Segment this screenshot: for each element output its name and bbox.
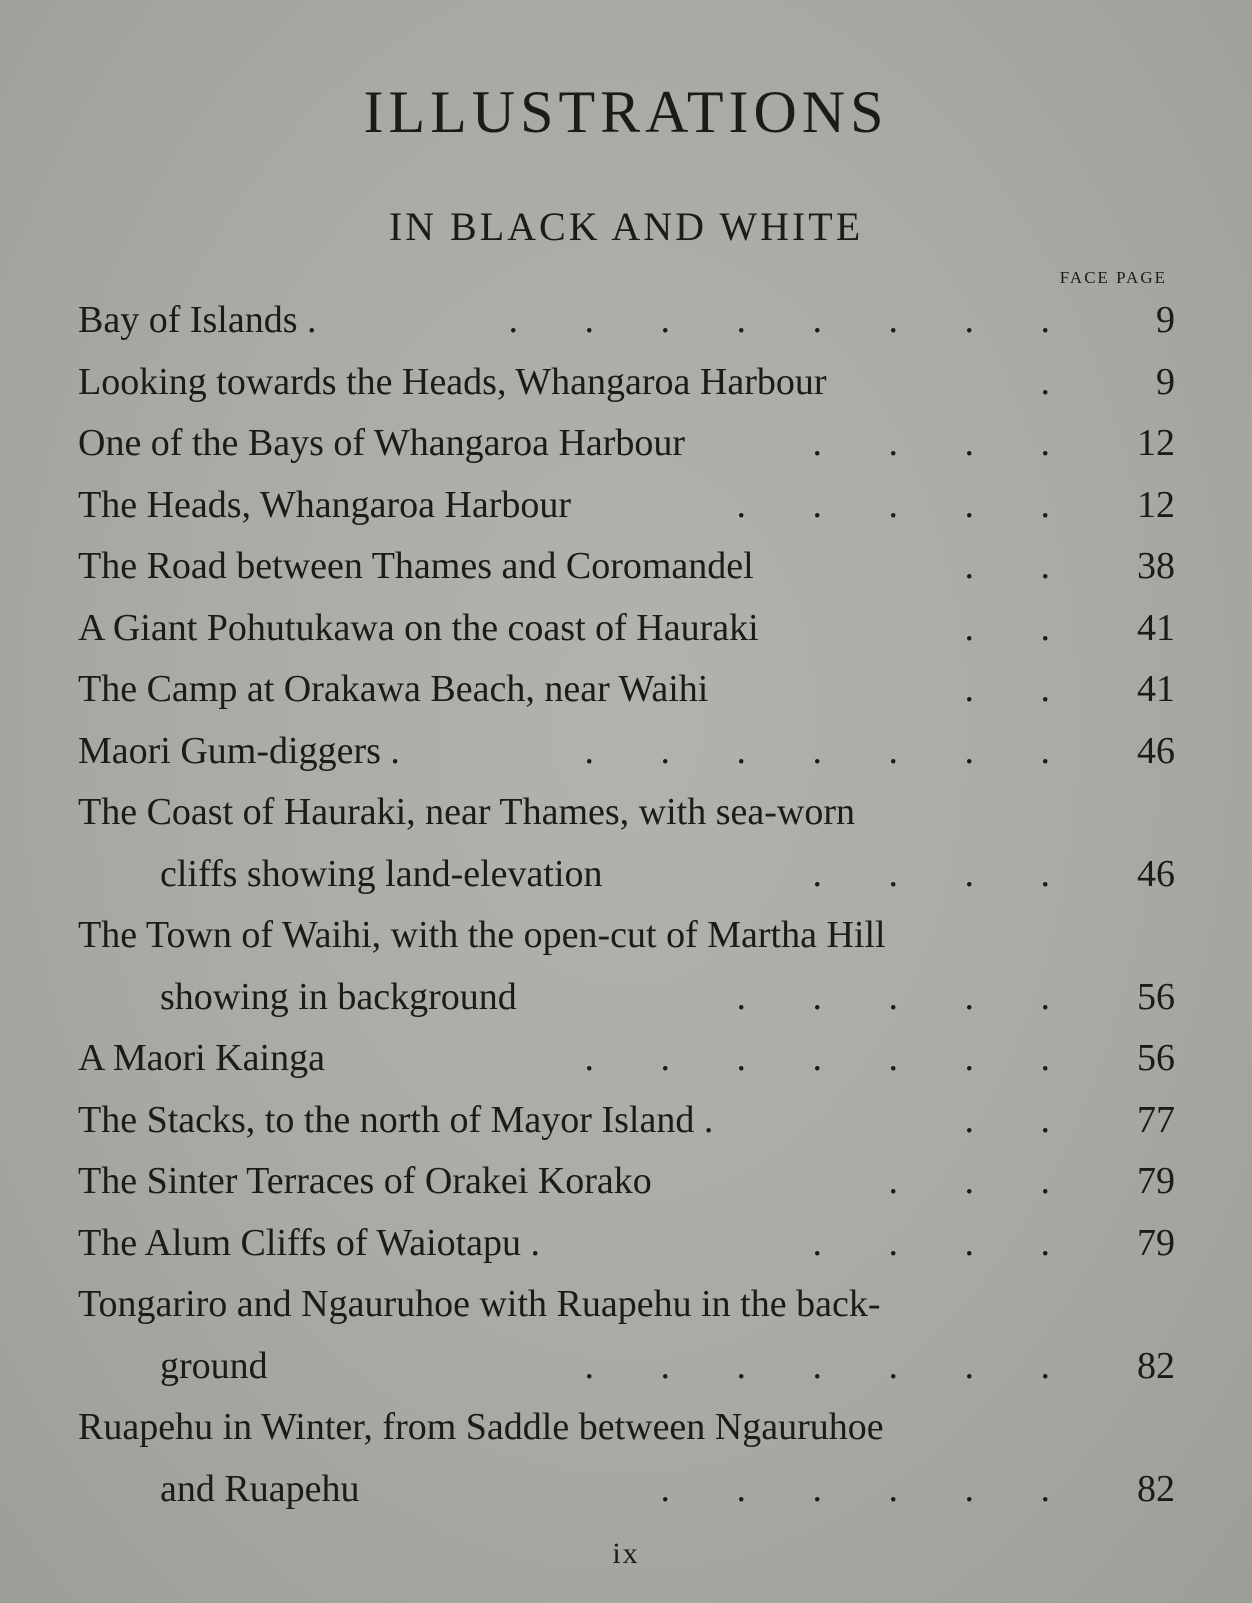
dot-leader: . . . . . . [660,1467,1050,1510]
dot-leader: . [1040,360,1050,403]
dot-leader: . . . [888,1160,1050,1202]
face-page-number: 41 [1137,606,1175,649]
illustration-entry [78,1402,1175,1452]
illustration-entry [78,1218,1175,1268]
illustration-title: The Camp at Orakawa Beach, near Waihi [78,668,709,710]
face-page-number: 38 [1137,545,1175,587]
illustration-entry [78,1095,1175,1145]
illustration-entry [78,1279,1175,1329]
dot-leader: . . . . . . . [584,729,1050,772]
face-page-number: 41 [1137,668,1175,710]
face-page-column-header: FACE PAGE [1059,268,1167,287]
face-page-number: 46 [1137,729,1175,772]
illustration-title: The Town of Waihi, with the open-cut of Martha Hill [78,914,886,956]
illustration-entry-continuation [78,1341,1175,1391]
illustration-title: Bay of Islands . [78,299,317,341]
illustration-title: The Road between Thames and Coromandel [78,545,754,587]
dot-leader: . . [964,606,1050,649]
illustration-title: Tongariro and Ngauruhoe with Ruapehu in the back- [78,1283,881,1325]
illustration-entry-continuation [78,972,1175,1022]
face-page-number: 56 [1137,1037,1175,1079]
dot-leader: . . [964,545,1050,587]
illustration-title: Looking towards the Heads, Whangaroa Harbour [78,360,827,403]
face-page-number: 56 [1137,975,1175,1018]
illustration-entry [78,603,1175,653]
illustration-entry [78,418,1175,468]
page-title: ILLUSTRATIONS [363,79,889,145]
illustration-entry [78,726,1175,776]
illustration-title: Maori Gum-diggers . [78,729,400,772]
face-page-number: 9 [1156,360,1175,403]
illustration-title: and Ruapehu [160,1467,360,1510]
dot-leader: . . . . [812,1221,1050,1264]
illustration-title: Ruapehu in Winter, from Saddle between Ngauruhoe [78,1406,884,1448]
illustration-entry [78,541,1175,591]
illustration-entry [78,664,1175,714]
illustration-title: The Heads, Whangaroa Harbour [78,483,572,526]
dot-leader: . . . . . . . [584,1037,1050,1079]
face-page-number: 12 [1137,422,1175,464]
illustration-title: The Sinter Terraces of Orakei Korako [78,1160,652,1202]
dot-leader: . . . . . [736,483,1050,526]
illustration-title: A Giant Pohutukawa on the coast of Hauraki [78,606,759,649]
illustration-entry-continuation [78,849,1175,899]
illustration-entry [78,787,1175,837]
illustration-entry [78,1156,1175,1206]
face-page-number: 82 [1137,1344,1175,1387]
face-page-number: 79 [1137,1221,1175,1264]
illustration-title: The Stacks, to the north of Mayor Island . [78,1098,714,1141]
page-folio: ix [612,1537,640,1570]
dot-leader: . . . . . . . [584,1344,1050,1387]
dot-leader: . . . . . [736,975,1050,1018]
face-page-number: 12 [1137,483,1175,526]
face-page-number: 46 [1137,852,1175,895]
illustration-title: The Alum Cliffs of Waiotapu . [78,1221,541,1264]
illustration-title: A Maori Kainga [78,1037,325,1079]
illustration-entry [78,357,1175,407]
illustration-title: showing in background [160,975,517,1018]
face-page-number: 82 [1137,1467,1175,1510]
illustration-entry [78,295,1175,345]
dot-leader: . . [964,1098,1050,1141]
face-page-number: 77 [1137,1098,1175,1141]
illustration-title: cliffs showing land-elevation [160,852,603,895]
dot-leader: . . . . [812,852,1050,895]
illustration-entry-continuation [78,1464,1175,1514]
dot-leader: . . . . . . . . [508,299,1050,341]
section-heading: IN BLACK AND WHITE [388,204,864,249]
illustration-title: The Coast of Hauraki, near Thames, with sea-worn [78,791,855,833]
dot-leader: . . [964,668,1050,710]
face-page-number: 9 [1156,299,1175,341]
illustration-entry [78,910,1175,960]
illustration-title: ground [160,1344,268,1387]
illustration-entry [78,1033,1175,1083]
face-page-number: 79 [1137,1160,1175,1202]
dot-leader: . . . . [812,422,1050,464]
illustration-entry [78,480,1175,530]
illustration-title: One of the Bays of Whangaroa Harbour [78,422,686,464]
